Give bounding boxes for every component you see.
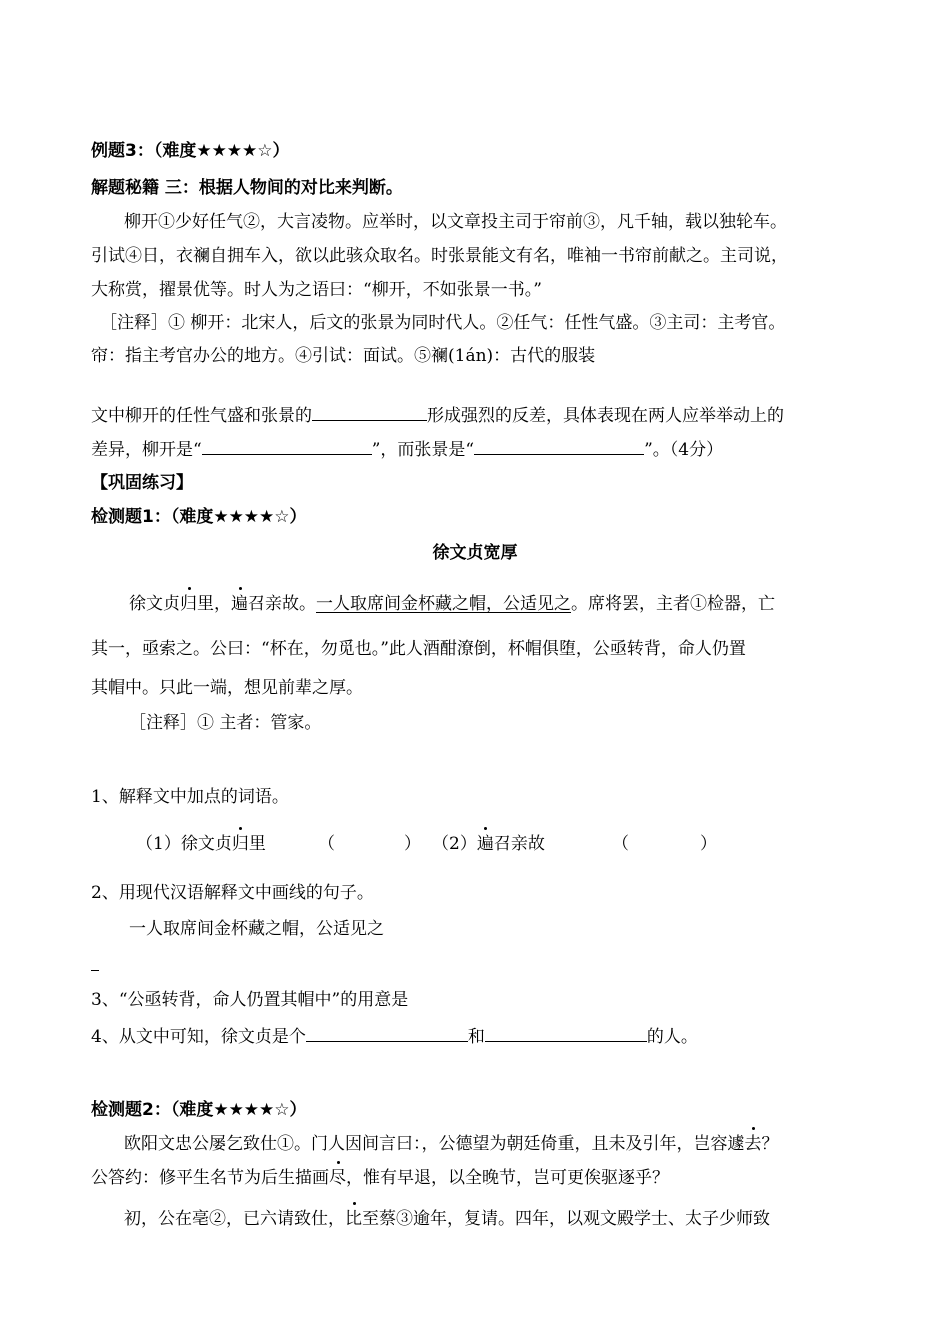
answer-blank-trait-1[interactable] — [306, 1025, 468, 1042]
passage-text: 欧阳文忠公屡乞致仕①。门人因间言曰：，公德望为朝廷倚重，且未及引年，岂容遽 — [124, 1134, 745, 1154]
answer-blank-contrast[interactable] — [312, 404, 427, 421]
test1-question-2-sentence: 一人取席间金杯藏之帽，公适见之 — [129, 919, 384, 939]
test2-passage-line-1 — [124, 1133, 779, 1155]
answer-blank-liukai[interactable] — [202, 438, 372, 455]
test1-note: ［注释］① 主者：管家。 — [129, 713, 322, 733]
example3-passage-line-1: 柳开①少好任气②，大言凌物。应举时，以文章投主司于帘前③，凡千轴，载以独轮车。 — [124, 212, 787, 232]
passage-text: 公答约：修平生名节为后生描画 — [91, 1168, 329, 1188]
passage-text: 里， — [197, 594, 231, 614]
dotted-word-qu: 去 — [744, 1134, 762, 1154]
test1-question-3: 3、“公亟转背，命人仍置其帽中”的用意是 — [91, 990, 409, 1010]
example3-question-line-1 — [91, 404, 784, 427]
test2-passage-line-3 — [124, 1208, 770, 1230]
question-text: 的人。 — [646, 1027, 698, 1047]
test1-question-2: 2、用现代汉语解释文中画线的句子。 — [91, 883, 374, 903]
underlined-sentence: 一人取席间金杯藏之帽，公适见之 — [316, 594, 571, 614]
example3-question-text-d: ”，而张景是“ — [371, 440, 475, 460]
test1-heading: 检测题1：（难度★★★★☆） — [91, 507, 307, 527]
answer-paren-open-2: （ — [612, 834, 629, 854]
answer-paren-close-1: ） — [404, 834, 421, 854]
example3-question-text-e: ”。（4分） — [644, 440, 724, 460]
passage-text: 。席将罢，主者①检器，亡 — [571, 594, 775, 614]
practice-section-title: 【巩固练习】 — [91, 473, 193, 493]
dotted-word-jin: 尽 — [329, 1168, 346, 1188]
test1-passage-line-2: 其一，亟索之。公曰：“杯在，勿觅也。”此人酒酣潦倒，杯帽俱堕，公亟转背，命人仍置 — [91, 639, 746, 659]
item-text: 召亲故 — [493, 834, 545, 854]
answer-blank-zhangjing[interactable] — [474, 438, 644, 455]
test2-passage-line-2 — [91, 1167, 669, 1189]
question-text: 和 — [467, 1027, 485, 1047]
item-text: （1）徐文贞 — [136, 834, 232, 854]
example3-passage-line-2: 引试④日，衣襕自拥车入，欲以此骇众取名。时张景能文有名，唯袖一书帘前献之。主司说， — [91, 246, 788, 266]
test1-question-4 — [91, 1025, 698, 1048]
test1-passage-line-3: 其帽中。只此一端，想见前辈之厚。 — [91, 678, 363, 698]
passage-text: 徐文贞 — [129, 594, 180, 614]
answer-paren-close-2: ） — [700, 834, 717, 854]
example3-question-text-b: 形成强烈的反差，具体表现在两人应举举动上的 — [427, 406, 784, 426]
passage-text: ？ — [761, 1134, 779, 1154]
example3-tip: 解题秘籍 三：根据人物间的对比来判断。 — [91, 178, 403, 198]
example3-note-line-2: 帘：指主考官办公的地方。④引试：面试。⑤襕(1án)：古代的服装 — [91, 346, 596, 366]
dotted-word-bian: 遍 — [231, 594, 248, 614]
test1-passage-line-1 — [129, 593, 775, 615]
dotted-word-bi: 比 — [345, 1209, 362, 1229]
answer-line-q2[interactable] — [91, 954, 99, 974]
example3-question-text-a: 文中柳开的任性气盛和张景的 — [91, 406, 312, 426]
answer-blank-trait-2[interactable] — [485, 1025, 647, 1042]
passage-text: 召亲故。 — [248, 594, 316, 614]
test1-question-1: 1、解释文中加点的词语。 — [91, 787, 289, 807]
example3-heading: 例题3：（难度★★★★☆） — [91, 141, 290, 161]
dotted-word-bian: 遍 — [476, 834, 494, 854]
passage-text: 至蔡③逾年，复请。四年，以观文殿学士、太子少师致 — [362, 1209, 770, 1229]
question-text: 4、从文中可知，徐文贞是个 — [91, 1027, 306, 1047]
test2-heading: 检测题2：（难度★★★★☆） — [91, 1100, 307, 1120]
example3-question-line-2 — [91, 438, 723, 461]
item-text: （2） — [432, 834, 477, 854]
example3-note-line-1: ［注释］① 柳开：北宋人，后文的张景为同时代人。②任气：任性气盛。③主司：主考官。 — [100, 313, 786, 333]
item-text: 里 — [248, 834, 266, 854]
dotted-word-gui: 归 — [231, 834, 249, 854]
test1-question-1-items — [136, 833, 266, 855]
test1-question-1-item-2 — [432, 833, 545, 855]
passage-text: 初，公在亳②，已六请致仕， — [124, 1209, 345, 1229]
example3-passage-line-3: 大称赏，擢景优等。时人为之语曰：“柳开，不如张景一书。” — [91, 280, 542, 300]
passage-text: ，惟有早退，以全晚节，岂可更俟驱逐乎？ — [346, 1168, 669, 1188]
dotted-word-gui: 归 — [180, 594, 197, 614]
test1-title: 徐文贞宽厚 — [432, 543, 518, 563]
answer-paren-open-1: （ — [318, 834, 335, 854]
example3-question-text-c: 差异，柳开是“ — [91, 440, 202, 460]
